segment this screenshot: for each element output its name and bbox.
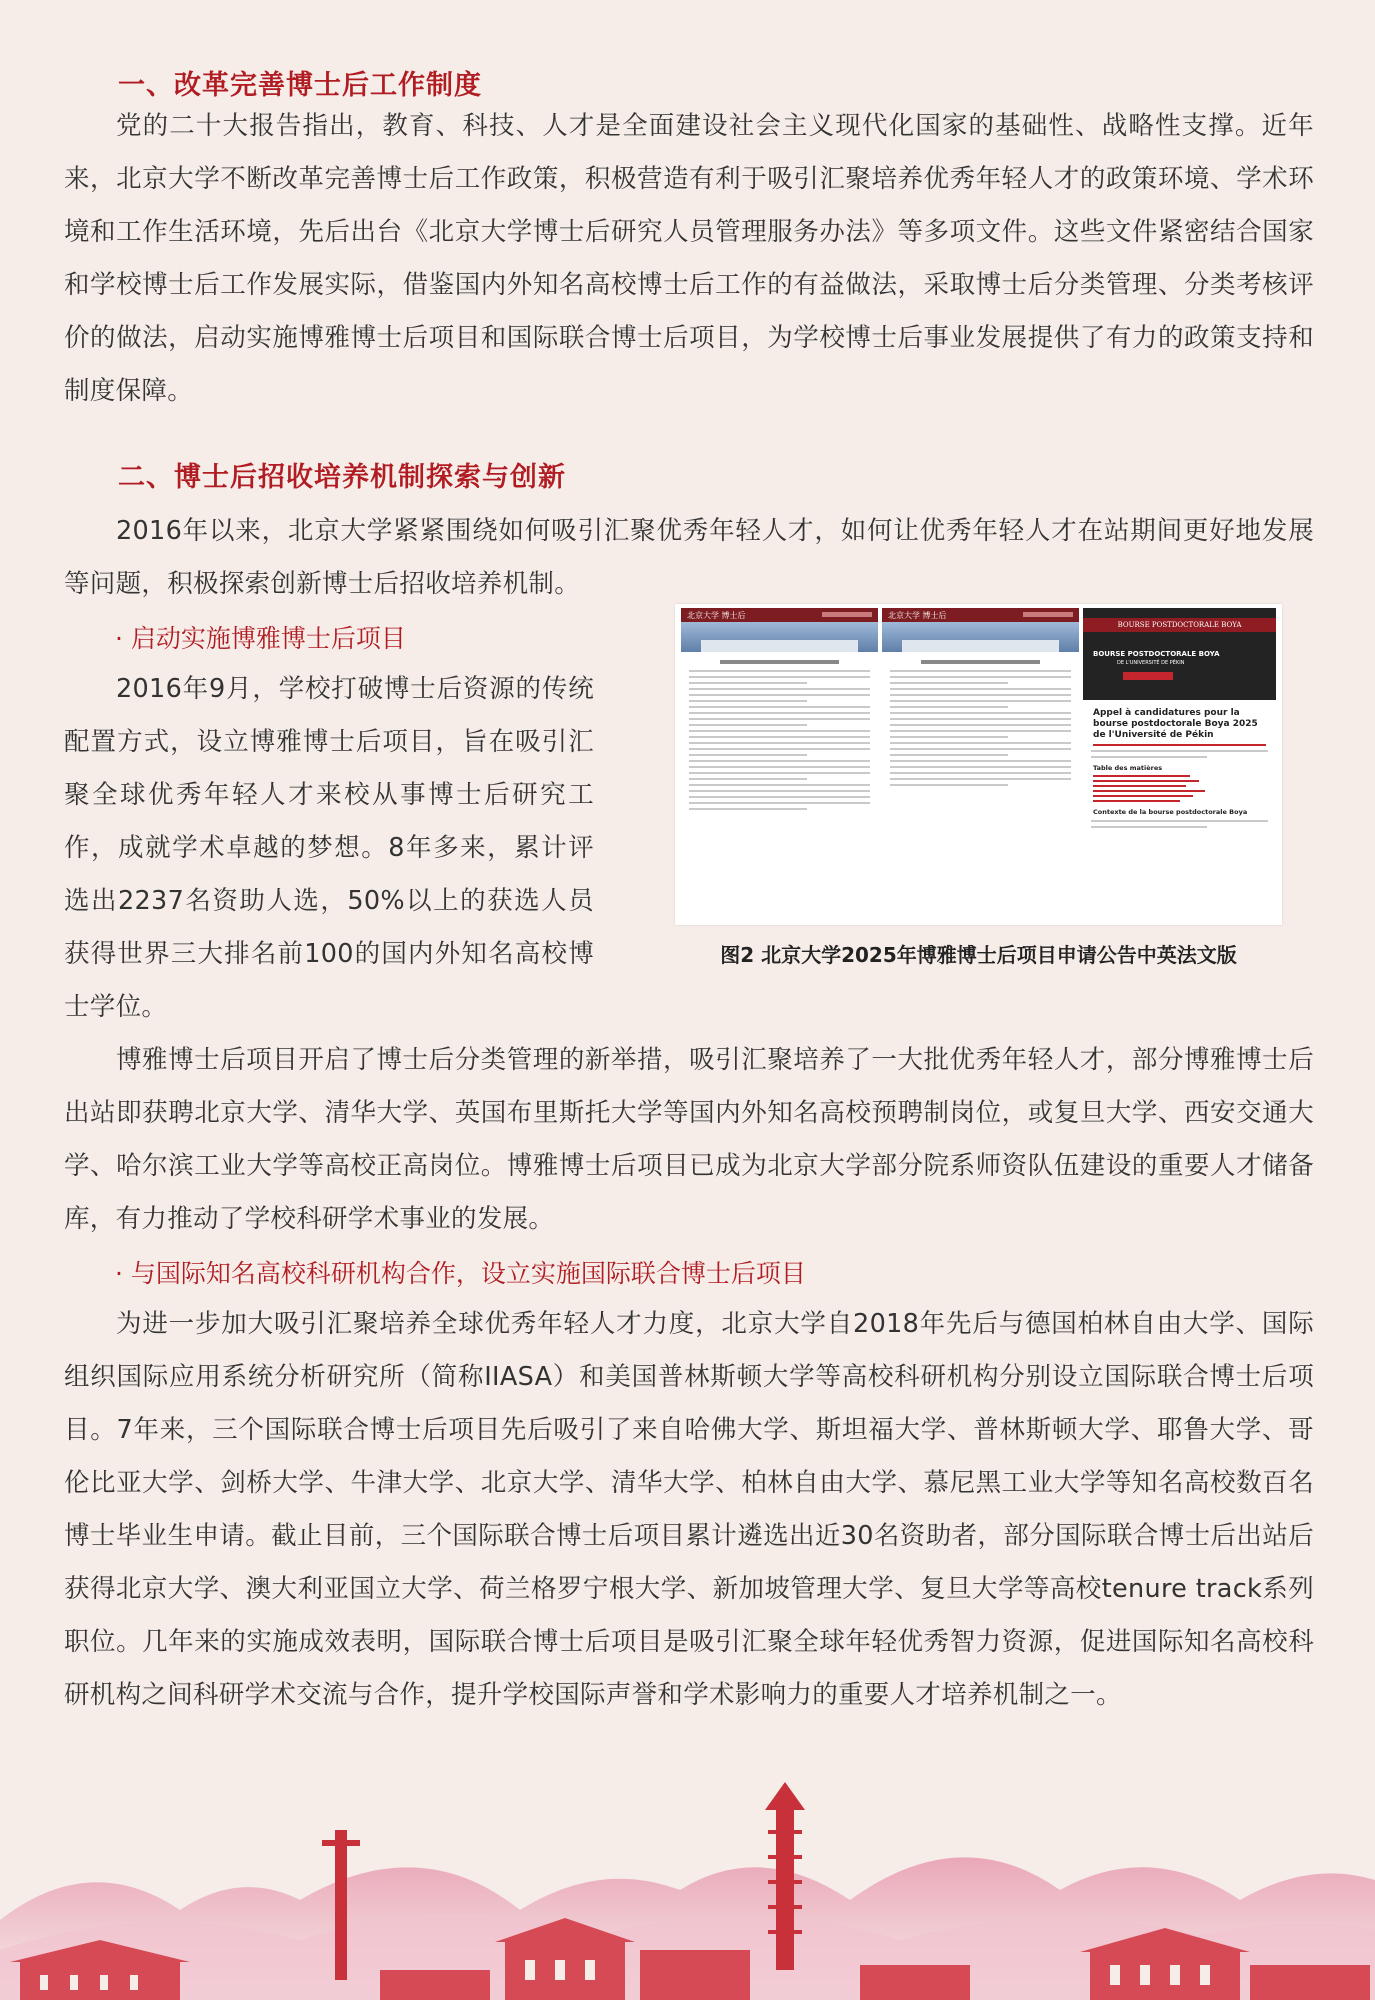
- section2-intro: 2016年以来，北京大学紧紧围绕如何吸引汇聚优秀年轻人才，如何让优秀年轻人才在站期间更好地发展等问题，积极探索创新博士后招收培养机制。: [64, 516, 1314, 599]
- figure-caption: 图2 北京大学2025年博雅博士后项目申请公告中英法文版: [720, 943, 1237, 967]
- subsection1-heading: · 启动实施博雅博士后项目: [115, 624, 406, 653]
- site-logo: 北京大学 博士后: [888, 611, 947, 620]
- subsection1-paragraph-full: 博雅博士后项目开启了博士后分类管理的新举措，吸引汇聚培养了一大批优秀年轻人才，部分博雅博士后出站即获聘北京大学、清华大学、英国布里斯托大学等国内外知名高校预聘制岗位，或复旦大学、西安交通大学、哈尔滨工业大学等高校正高岗位。博雅博士后项目已成为北京大学部分院系师资队伍建设的重要人才储备库，有力推动了学校科研学术事业的发展。: [64, 1045, 1314, 1234]
- subsection2-heading: · 与国际知名高校科研机构合作，设立实施国际联合博士后项目: [115, 1259, 806, 1288]
- subsection1-paragraph-narrow: 2016年9月，学校打破博士后资源的传统配置方式，设立博雅博士后项目，旨在吸引汇聚全球优秀年轻人才来校从事博士后研究工作，成就学术卓越的梦想。8年多来，累计评选出2237名资助人选，50%以上的获选人员获得世界三大排名前100的国内外知名高校博士学位。: [64, 674, 594, 1022]
- announcement-figure: [675, 604, 1282, 925]
- section1-paragraph: 党的二十大报告指出，教育、科技、人才是全面建设社会主义现代化国家的基础性、战略性支撑。近年来，北京大学不断改革完善博士后工作政策，积极营造有利于吸引汇聚培养优秀年轻人才的政策环境、学术环境和工作生活环境，先后出台《北京大学博士后研究人员管理服务办法》等多项文件。这些文件紧密结合国家和学校博士后工作发展实际，借鉴国内外知名高校博士后工作的有益做法，采取博士后分类管理、分类考核评价的做法，启动实施博雅博士后项目和国际联合博士后项目，为学校博士后事业发展提供了有力的政策支持和制度保障。: [64, 111, 1314, 406]
- french-announcement-screenshot: [1083, 608, 1276, 920]
- french-banner-title: BOURSE POSTDOCTORALE BOYA: [1093, 650, 1220, 658]
- subsection2-paragraph: 为进一步加大吸引汇聚培养全球优秀年轻人才力度，北京大学自2018年先后与德国柏林自由大学、国际组织国际应用系统分析研究所（简称IIASA）和美国普林斯顿大学等高校科研机构分别设立国际联合博士后项目。7年来，三个国际联合博士后项目先后吸引了来自哈佛大学、斯坦福大学、普林斯顿大学、耶鲁大学、哥伦比亚大学、剑桥大学、牛津大学、北京大学、清华大学、柏林自由大学、慕尼黑工业大学等知名高校数百名博士毕业生申请。截止目前，三个国际联合博士后项目累计遴选出近30名资助者，部分国际联合博士后出站后获得北京大学、澳大利亚国立大学、荷兰格罗宁根大学、新加坡管理大学、复旦大学等高校tenure track系列职位。几年来的实施成效表明，国际联合博士后项目是吸引汇聚全球年轻优秀智力资源，促进国际知名高校科研机构之间科研学术交流与合作，提升学校国际声誉和学术影响力的重要人才培养机制之一。: [64, 1309, 1314, 1710]
- french-title: Appel à candidatures pour la bourse postdoctorale Boya 2025 de l'Université de Pékin: [1093, 708, 1258, 740]
- banner-image: [882, 622, 1079, 652]
- french-toc-heading: Table des matières: [1093, 764, 1163, 772]
- chinese-announcement-screenshot: [681, 608, 878, 920]
- campus-skyline-illustration: [0, 1770, 1375, 2000]
- banner-image: [681, 622, 878, 652]
- french-banner: BOURSE POSTDOCTORALE BOYA: [1117, 621, 1242, 629]
- french-context-heading: Contexte de la bourse postdoctorale Boya: [1093, 808, 1248, 816]
- french-banner-subtitle: DE L'UNIVERSITÉ DE PÉKIN: [1117, 660, 1185, 666]
- site-logo: 北京大学 博士后: [687, 611, 746, 620]
- english-announcement-screenshot: [882, 608, 1079, 920]
- section1-heading: 一、改革完善博士后工作制度: [118, 70, 482, 101]
- section2-heading: 二、博士后招收培养机制探索与创新: [118, 462, 566, 493]
